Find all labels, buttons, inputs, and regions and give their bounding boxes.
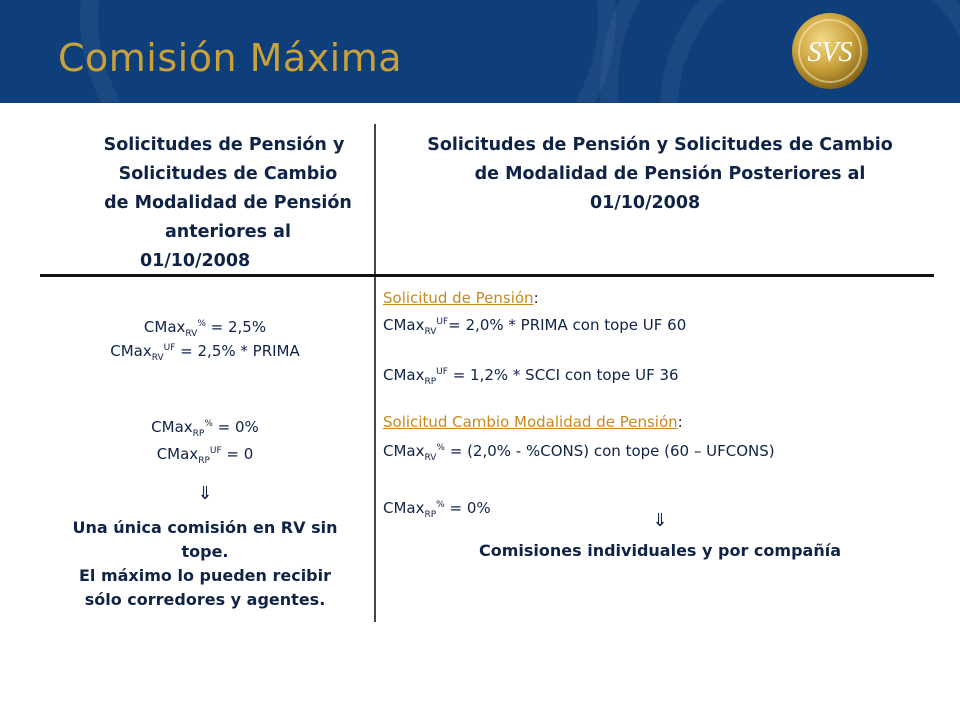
svs-logo xyxy=(780,6,876,96)
left-heading-line: de Modalidad de Pensión xyxy=(104,193,352,213)
left-heading-line: 01/10/2008 xyxy=(140,251,251,271)
right-heading-line: Solicitudes de Pensión y Solicitudes de Cambio xyxy=(427,135,893,155)
left-conclusion: Una única comisión en RV sin tope. El máximo lo pueden recibir sólo corredores y agentes. xyxy=(72,518,338,609)
section-link-cambio-modalidad[interactable]: Solicitud Cambio Modalidad de Pensión xyxy=(383,413,678,431)
formula-rv-pct: CMax$_{RV}$% = 2,5% xyxy=(143,318,267,339)
formula-line-4: CMax$_{RP}$% = 0% xyxy=(383,499,491,520)
formula-line-2: CMax$_{RP}^{UF}$ = 1,2% * SCCI con tope UF 36 xyxy=(383,366,679,387)
right-conclusion: Comisiones individuales y por compañía xyxy=(479,541,841,560)
formula-rp-pct: CMax$_{RP}$% = 0% xyxy=(151,418,259,439)
section-solicitud-pension: Solicitud de Pensión: xyxy=(383,289,539,307)
formula-rp-uf: CMax$_{RP}^{UF}$ = 0 xyxy=(156,445,254,466)
left-heading-line: Solicitudes de Cambio xyxy=(118,164,338,184)
formula-rv-uf: CMax$_{RV}^{UF}$ = 2,5% * PRIMA xyxy=(110,342,300,363)
header-divider xyxy=(40,274,934,277)
logo-text: SVS xyxy=(807,37,853,68)
formula-line-3: CMax$_{RV}$% = (2,0% - %CONS) con tope (60 – UFCONS) xyxy=(383,442,775,463)
right-column-heading xyxy=(385,131,935,218)
left-column-heading xyxy=(40,131,380,276)
left-heading-line: Solicitudes de Pensión y xyxy=(103,135,345,155)
formula-line-1: CMax$_{RV}^{UF}$= 2,0% * PRIMA con tope UF 60 xyxy=(383,316,687,337)
right-heading-line: de Modalidad de Pensión Posteriores al xyxy=(474,164,866,184)
left-heading-line: anteriores al xyxy=(165,222,291,242)
header-banner xyxy=(0,0,960,103)
column-divider xyxy=(374,124,376,622)
down-arrow-icon: ⇓ xyxy=(652,510,668,531)
page-title: Comisión Máxima xyxy=(58,36,403,80)
section-link-solicitud-pension[interactable]: Solicitud de Pensión xyxy=(383,289,534,307)
right-heading-line: 01/10/2008 xyxy=(590,193,701,213)
down-arrow-icon: ⇓ xyxy=(197,483,213,504)
section-cambio-modalidad: Solicitud Cambio Modalidad de Pensión: xyxy=(383,413,683,431)
